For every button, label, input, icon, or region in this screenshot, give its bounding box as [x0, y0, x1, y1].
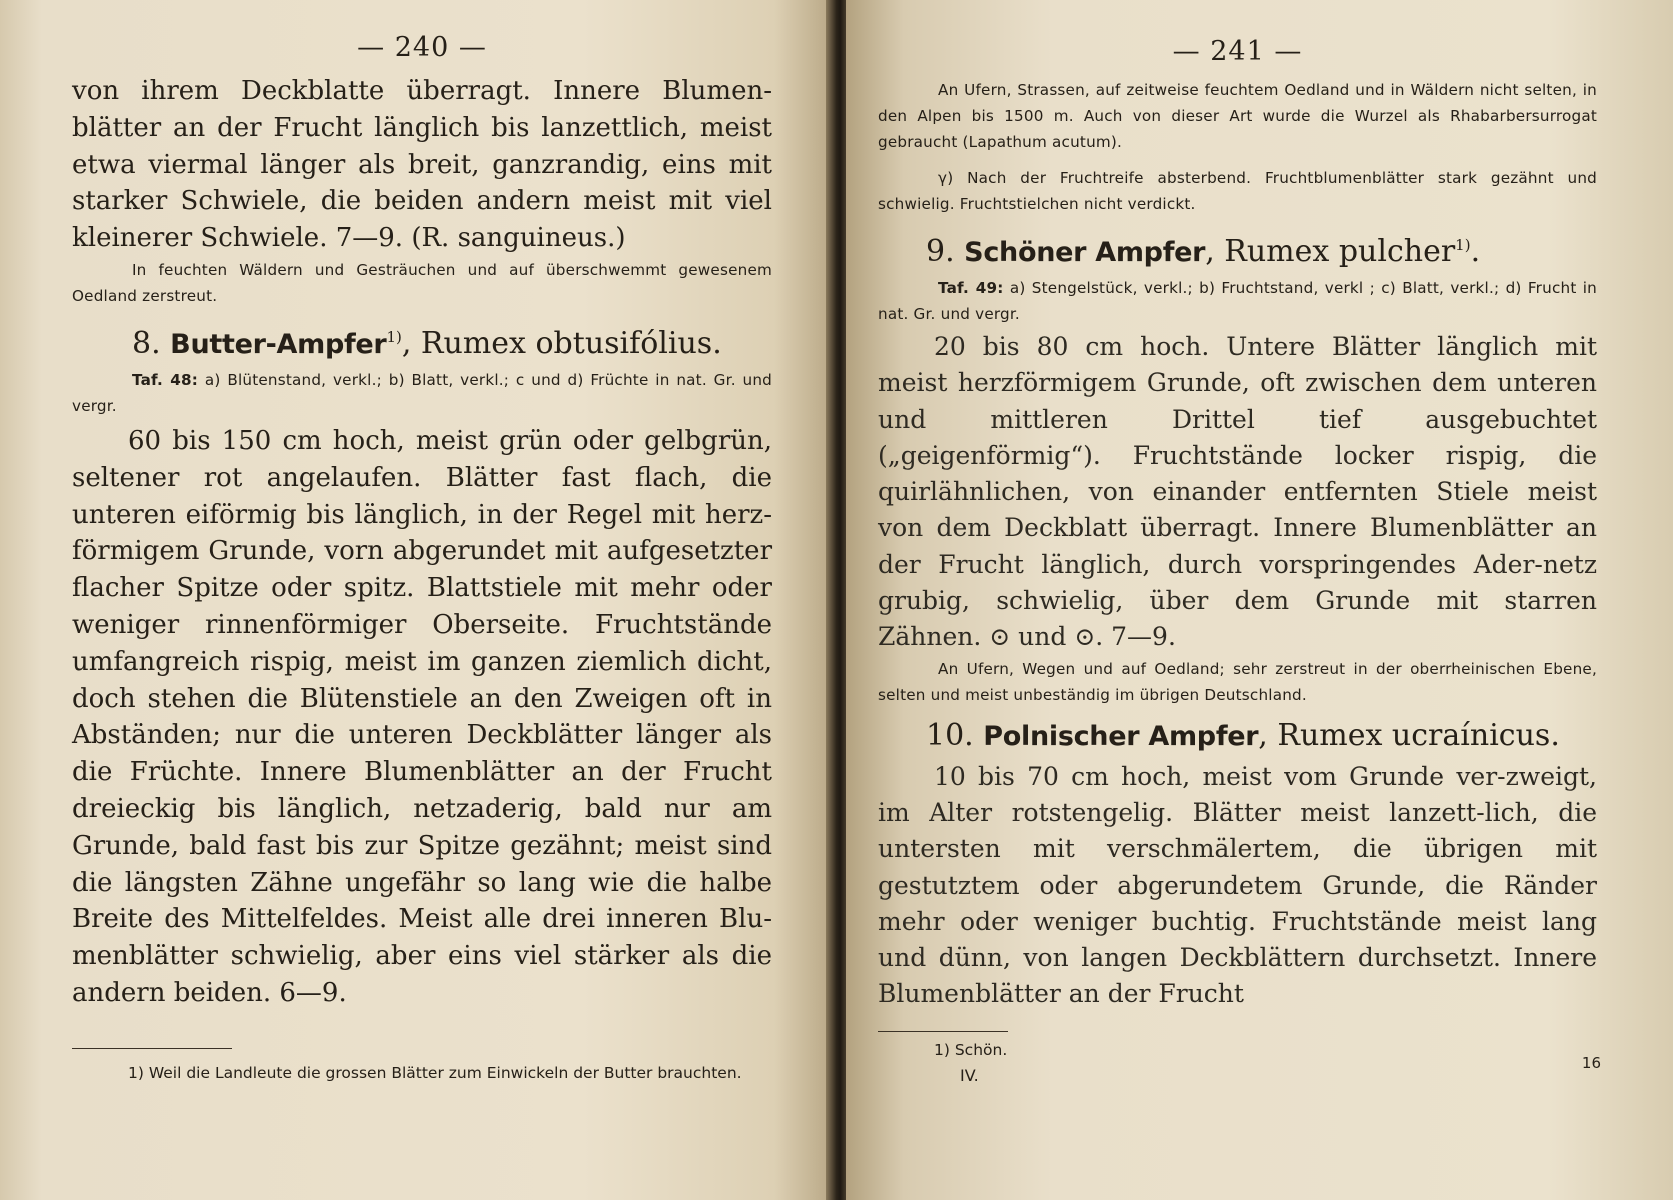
species-name-lat: , Rumex ucraínicus. [1258, 717, 1560, 753]
species-number: 9. [926, 234, 955, 269]
habitat-text: An Ufern, Wegen und auf Oedland; sehr zerstreut in der oberrheinischen Ebene, selten und meist unbeständig im übrigen Deutschland. [878, 659, 1597, 704]
species-name-de: Schöner Ampfer [964, 237, 1206, 268]
habitat-text: An Ufern, Strassen, auf zeitweise feuchtem Oedland und in Wäldern nicht selten, in den Alpen bis 1500 m. Auch von dieser Art wurde die Wurzel als Rhabarbersurrogat gebraucht (Lapathum acutum). [878, 81, 1597, 151]
printer-signature [878, 1053, 1601, 1090]
species-description: 20 bis 80 cm hoch. Untere Blätter länglich mit meist herzförmigem Grunde, oft zwischen dem unteren und mittleren Drittel tief ausgebuchtet („geigenförmig“). Fruchtstände locker rispig, die quirlähnlichen, von einander entfernten Stiele meist von dem Deckblatt überragt. Innere Blumenblätter an der Frucht länglich, durch vorspringendes Ader-netz grubig, schwielig, über dem Grunde mit starren Zähnen. ⊙ und ⊙. 7—9. [878, 332, 1597, 652]
species-heading-10 [926, 716, 1597, 757]
signature-left: IV. [960, 1065, 979, 1085]
habitat-text: In feuchten Wäldern und Gesträuchen und auf überschwemmt gewesenem Oedland zerstreut. [72, 260, 772, 305]
continuation-text: von ihrem Deckblatte überragt. Innere Blumen-blätter an der Frucht länglich bis lanzettlich, meist etwa viermal länger als breit, ganzrandig, eins mit starker Schwiele, die beiden andern meist mit viel kleinerer Schwiele. 7—9. (R. sanguineus.) [72, 76, 772, 254]
species-name-lat: , Rumex obtusifólius. [401, 325, 722, 361]
signature-right: 16 [1581, 1053, 1601, 1072]
species-name-de: Butter-Ampfer [170, 328, 387, 360]
species-number: 8. [132, 325, 161, 361]
plate-label: Taf. 48: [132, 370, 199, 389]
footnote-divider [72, 1048, 232, 1049]
plate-reference [878, 275, 1597, 327]
plate-label: Taf. 49: [938, 279, 1004, 297]
footnote: 1) Schön. [934, 1040, 1008, 1059]
species-number: 10. [926, 717, 974, 753]
footnote-mark: 1) [386, 327, 402, 346]
plate-text: a) Blütenstand, verkl.; b) Blatt, verkl.; c und d) Früchte in nat. Gr. und vergr. [72, 370, 773, 415]
species-description: 60 bis 150 cm hoch, meist grün oder gelbgrün, seltener rot angelaufen. Blätter fast flach, die unteren eiförmig bis länglich, in der Regel mit herz-förmigem Grunde, vorn abgerundet mit aufgesetzter flacher Spitze oder spitz. Blattstiele mit mehr oder weniger rinnenförmiger Oberseite. Fruchtstände umfangreich rispig, meist im ganzen ziemlich dicht, doch stehen die Blütenstiele an den Zweigen oft in Abständen; nur die unteren Deckblätter länger als die Früchte. Innere Blumenblätter an der Frucht dreieckig bis länglich, netzaderig, bald nur am Grunde, bald fast bis zur Spitze gezähnt; meist sind die längsten Zähne ungefähr so lang wie die halbe Breite des Mittelfeldes. Meist alle drei inneren Blu-menblätter schwielig, aber eins viel stärker als die andern beiden. 6—9. [72, 425, 772, 1008]
left-page [0, 0, 832, 1200]
footnote: 1) Weil die Landleute die grossen Blätter zum Einwickeln der Butter brauchten. [128, 1063, 742, 1082]
page-number: — 241 — [1172, 36, 1303, 67]
plate-text: a) Stengelstück, verkl.; b) Fruchtstand, verkl ; c) Blatt, verkl.; d) Frucht in nat. Gr. und vergr. [878, 279, 1598, 323]
right-page [846, 0, 1673, 1200]
key-gamma: γ) Nach der Fruchtreife absterbend. Fruchtblumenblätter stark gezähnt und schwielig. Fruchtstielchen nicht verdickt. [878, 169, 1597, 213]
species-heading-9 [926, 225, 1597, 273]
footnote-mark: 1) [1455, 236, 1471, 254]
species-name-end: . [1470, 234, 1481, 269]
species-description: 10 bis 70 cm hoch, meist vom Grunde ver-zweigt, im Alter rotstengelig. Blätter meist lanzett-lich, die untersten mit verschmälertem, die übrigen mit gestutztem oder abgerundetem Grunde, die Ränder mehr oder weniger buchtig. Fruchtstände meist lang und dünn, von langen Deckblättern durchsetzt. Innere Blumenblätter an der Frucht [878, 761, 1597, 1009]
plate-reference [72, 367, 772, 419]
page-number: — 240 — [357, 32, 487, 63]
species-name-de: Polnischer Ampfer [983, 720, 1259, 752]
footnote-divider [878, 1031, 1008, 1032]
species-name-lat: , Rumex pulcher [1205, 234, 1456, 269]
species-heading-8 [132, 317, 772, 365]
